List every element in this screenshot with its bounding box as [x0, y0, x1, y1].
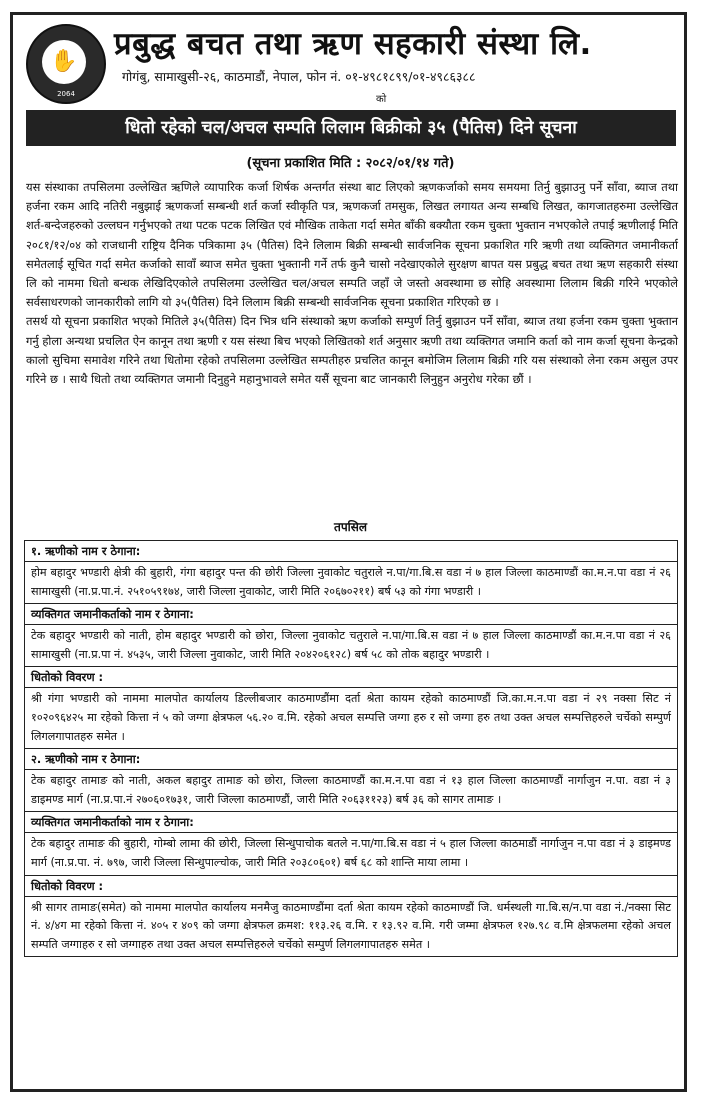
notice-banner: धितो रहेको चल/अचल सम्पति लिलाम बिक्रीको ३५ (पैतिस) दिने सूचना	[26, 110, 676, 146]
cooperative-logo	[26, 24, 106, 104]
organization-address: गोगंबु, सामाखुसी-२६, काठमाडौं, नेपाल, फोन नं. ०१-४९८१८९९/०१-४९८६३८८	[122, 69, 476, 84]
collateral-details: श्री गंगा भण्डारी को नाममा मालपोत कार्यालय डिल्लीबजार काठमाण्डौंमा दर्ता श्रेता कायम रहेको काठमाण्डौं जि.का.म.न.पा वडा नं २९ नक्सा सिट नं १०२०९६४२५ मा रहेको कित्ता नं ५ को जग्गा क्षेत्रफल ५६.२० व.मि. रहेको अचल सम्पत्ति जग्गा हरु र सो जग्गा हरु तथा उक्त अचल सम्पत्तिहरुले चर्चेको सम्पुर्ण लिगलगापातहरु समेत ।	[25, 688, 677, 749]
logo-year: 2064	[57, 90, 75, 98]
intro-paragraph: यस संस्थाका तपसिलमा उल्लेखित ऋणिले व्यापारिक कर्जा शिर्षक अन्तर्गत संस्था बाट लिएको ऋणकर्जाको समय समयमा तिर्नु बुझाउनु पर्ने साँवा, ब्याज तथा हर्जना रकम आदि नतिरी नबुझाई ऋणकर्जा सम्बन्धी शर्त कर्जा स्वीकृति पत्र, ऋणकर्जा तमसुक, लिखत लगायत अन्य सम्बधि लिखत, कागजातहरुमा उल्लेखित शर्त-बन्देजहरुको उल्लघन गर्नुभएको तथा पटक पटक लिखित एवं मौखिक ताकेता गर्दा समेत बाँकी बक्यौता रकम चुक्ता भुक्तान नभएकोले तपाई ऋणीलाई मिति २०८१/१२/०४ को राजधानी राष्ट्रिय दैनिक पत्रिकामा ३५ (पैतिस) दिने लिलाम बिक्री सम्बन्धी सार्वजनिक सूचना प्रकाशित गरि ऋणी तथा व्यक्तिगत जमानीकर्ता समेतलाई सूचित गर्दा समेत कर्जाको सावाँ ब्याज समेत चुक्ता भुक्तानी गर्ने तर्फ कुनै चासो नदेखाएकोले सुरक्षण बापत यस प्रबुद्ध बचत तथा ऋण सहकारी संस्था लि को नाममा धितो बन्धक लेखिदिएकोले तपसिलमा उल्लेखित चल/अचल सम्पति जहाँ जे जस्तो अवस्थामा छ सोहि अवस्थामा लिलाम बिक्री गरिने भएकोले सर्वसाधरणको जानकारीको लागि यो ३५(पैतिस) दिने लिलाम बिक्री सम्बन्धी सार्वजनिक सूचना प्रकाशित गरिएको छ ।	[26, 180, 678, 310]
borrower-heading: २. ऋणीको नाम र ठेगाना:	[25, 749, 677, 770]
borrower-details: होम बहादुर भण्डारी क्षेत्री की बुहारी, गंगा बहादुर पन्त की छोरी जिल्ला नुवाकोट चतुराले न.पा/गा.बि.स वडा नं ७ हाल जिल्ला काठमाण्डौं का.म.न.पा वडा नं २६ सामाखुसी (ना.प्र.पा.नं. २५१०५९१७४, जारी जिल्ला नुवाकोट, जारी मिति २०६७०२११) बर्ष ५३ को गंगा भण्डारी ।	[25, 562, 677, 604]
guarantor-heading: व्यक्तिगत जमानीकर्ताको नाम र ठेगाना:	[25, 812, 677, 833]
guarantor-details: टेक बहादुर तामाङ की बुहारी, गोम्बो लामा की छोरी, जिल्ला सिन्धुपाचोक बतले न.पा/गा.बि.स वडा नं ५ हाल जिल्ला काठमाडौं नार्गाजुन न.पा वडा नं ३ डाइमण्ड मार्ग (ना.प्र.पा. नं. ७९७, जारी जिल्ला सिन्धुपाल्चोक, जारी मिति २०३८०६०१) बर्ष ६८ को शान्ति माया लामा ।	[25, 833, 677, 875]
collateral-details: श्री सागर तामाङ(समेत) को नाममा मालपोत कार्यालय मनमैजु काठमाण्डौंमा दर्ता श्रेता कायम रहेको काठमाण्डौं जि. धर्मस्थली गा.बि.स/न.पा वडा नं./नक्सा सिट नं. ४/४ग मा रहेको कित्ता नं. ४०५ र ४०९ को जग्गा क्षेत्रफल क्रमश: ११३.२६ व.मि. र १३.९२ व.मि. गरी जम्मा क्षेत्रफल १२७.९८ व.मि क्षेत्रफलमा रहेको अचल सम्पति जग्गाहरु र सो जग्गाहरु तथा उक्त अचल सम्पत्तिहरुले चर्चेको सम्पुर्ण लिगलगापातहरु समेत ।	[31, 900, 671, 951]
organization-title: प्रबुद्ध बचत तथा ऋण सहकारी संस्था लि.	[114, 26, 592, 62]
collateral-heading: धितोको विवरण :	[25, 667, 677, 688]
logo-center	[42, 40, 86, 84]
intro-paragraph: तसर्थ यो सूचना प्रकाशित भएको मितिले ३५(पैतिस) दिन भित्र धनि संस्थाको ऋण कर्जाको सम्पुर्ण तिर्नु बुझाउन पर्ने साँवा, ब्याज तथा हर्जना रकम चुक्ता भुक्तान गर्नु होला अन्यथा प्रचलित ऐन कानून तथा ऋणी र यस संस्था बिच भएको लिखितको शर्त अनुसार ऋणी तथा व्यक्तिगत जमानि कर्ता को नाम कर्जा सूचना केन्द्रको कालो सुचिमा समावेश गरिने तथा धितोमा रहेको तपसिलमा उल्लेखित सम्पतीहरु प्रचलित कानून बमोजिम लिलाम बिक्री गरि यस संस्थाको लेना रकम असुल उपर गरिने छ । साथै धितो तथा व्यक्तिगत जमानी दिनुहुने महानुभावले समेत यसैं सूचना बाट जानकारी लिनुहुन अनुरोध गरेका छौं ।	[26, 314, 678, 387]
collateral-heading: धितोको विवरण :	[25, 876, 677, 897]
hand-symbol-icon: ✋	[50, 49, 78, 74]
publication-date: (सूचना प्रकाशित मिति : २०८२/०१/१४ गते)	[246, 156, 455, 171]
notice-body	[26, 178, 678, 389]
guarantor-details: टेक बहादुर भण्डारी को नाती, होम बहादुर भण्डारी को छोरा, जिल्ला नुवाकोट चतुराले न.पा/गा.बि.स वडा नं ७ हाल जिल्ला काठमाण्डौं का.म.न.पा वडा नं २६ सामाखुसी (ना.प्र.पा नं. ४५३५, जारी जिल्ला नुवाकोट, जारी मिति २०४२०६१२८) बर्ष ५८ को तोक बहादुर भण्डारी ।	[25, 625, 677, 667]
borrower-heading: १. ऋणीको नाम र ठेगाना:	[25, 541, 677, 562]
ko-marker: को	[376, 94, 387, 105]
guarantor-heading: व्यक्तिगत जमानीकर्ताको नाम र ठेगाना:	[25, 604, 677, 625]
schedule-title: तपसिल	[333, 520, 367, 534]
borrower-details: टेक बहादुर तामाङ को नाती, अकल बहादुर तामाङ को छोरा, जिल्ला काठमाण्डौं का.म.न.पा वडा नं १३ हाल जिल्ला काठमाण्डौं नार्गाजुन न.पा. वडा नं ३ डाइमण्ड मार्ग (ना.प्र.पा.नं २७०६०१७३१, जारी जिल्ला काठमाण्डौं, जारी मिति २०६३११२३) बर्ष ३६ को सागर तामाङ ।	[25, 770, 677, 812]
schedule-table	[24, 540, 678, 957]
